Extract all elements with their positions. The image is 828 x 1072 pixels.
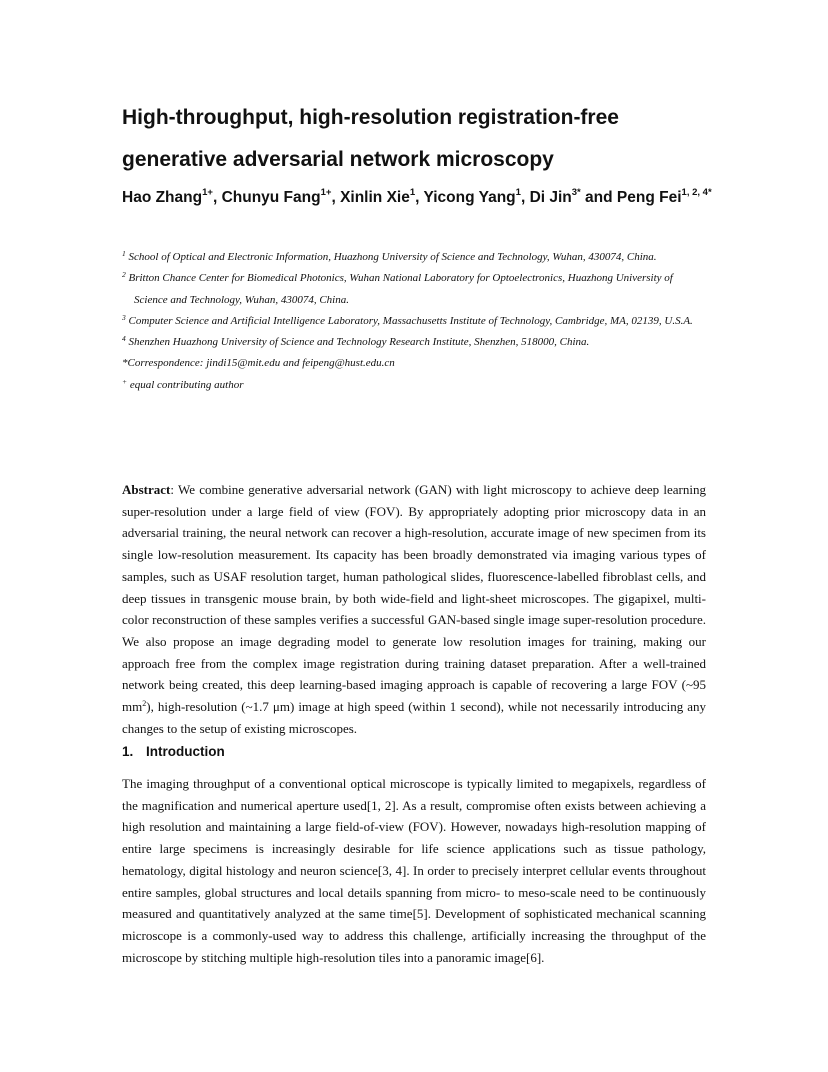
author-affiliation-mark: 1 — [409, 187, 416, 198]
author-separator: and — [580, 189, 617, 206]
affiliation-mark: 2 — [122, 270, 126, 280]
author-affiliation-mark: 3* — [571, 187, 581, 198]
title-line-2: generative adversarial network microscopy — [122, 148, 554, 171]
correspondence-note — [122, 353, 702, 374]
author-separator: , — [520, 189, 530, 206]
author-separator: , — [415, 189, 424, 206]
affiliation-mark: 1 — [122, 249, 126, 258]
author-name: Peng Fei — [616, 189, 682, 206]
paper-title — [122, 97, 722, 181]
author-separator: , — [212, 189, 222, 206]
affiliation-list — [122, 247, 702, 396]
affiliation-mark: 4 — [122, 334, 126, 344]
abstract — [122, 479, 706, 739]
author-name: Chunyu Fang — [221, 189, 321, 206]
affiliation-text: Computer Science and Artificial Intelligence Laboratory, Massachusetts Institute of Technology, Cambridge, MA, 02139, U.S.A. — [125, 314, 693, 327]
affiliation-text: Britton Chance Center for Biomedical Photonics, Wuhan National Laboratory for Optoelectronics, Huazhong University of Science and Technology, Wuhan, 430074, China. — [125, 272, 673, 306]
author-affiliation-mark: 1+ — [202, 187, 213, 198]
author-affiliation-mark: 1+ — [320, 187, 332, 198]
equal-contribution-mark: + — [122, 376, 128, 386]
affiliation-text: Shenzhen Huazhong University of Science and Technology Research Institute, Shenzhen, 518000, China. — [125, 336, 590, 349]
affiliation-item — [122, 332, 702, 353]
abstract-text: : We combine generative adversarial network (GAN) with light microscopy to achieve deep learning super-resolution under a large field of view (FOV). By appropriately adopting prior microscopy data in an adversarial training, the neural network can recover a high-resolution, accurate image of new specimen from its single low-resolution measurement. Its capacity has been broadly demonstrated via imaging various types of samples, such as USAF resolution target, human pathological slides, fluorescence-labelled fibroblast cells, and deep tissues in transgenic mouse brain, by both wide-field and light-sheet microscopes. The gigapixel, multi-color reconstruction of these samples verifies a successful GAN-based single image super-resolution procedure. We also propose an image degrading model to generate low resolution images for training, making our approach free from the complex image registration during training dataset preparation. After a well-trained network being created, this deep learning-based imaging approach is capable of recovering a large FOV (~95 mm — [122, 482, 706, 715]
author-affiliation-mark: 1 — [515, 187, 521, 198]
affiliation-item — [122, 247, 702, 268]
affiliation-mark: 3 — [122, 312, 126, 322]
affiliation-text: School of Optical and Electronic Information, Huazhong University of Science and Technology, Wuhan, 430074, China. — [125, 251, 657, 263]
abstract-superscript: 2 — [142, 699, 147, 709]
author-name: Xinlin Xie — [340, 189, 410, 206]
affiliation-item — [122, 268, 702, 311]
author-separator: , — [331, 189, 341, 206]
section-number: 1. — [122, 744, 134, 759]
equal-contribution-note — [122, 375, 702, 396]
author-list — [122, 182, 712, 214]
author-name: Yicong Yang — [423, 189, 516, 206]
section-title: Introduction — [146, 744, 225, 759]
abstract-label: Abstract — [122, 482, 171, 497]
correspondence-text: *Correspondence: jindi15@mit.edu and feipeng@hust.edu.cn — [122, 357, 395, 370]
equal-contribution-text: equal contributing author — [127, 378, 244, 391]
author-name: Hao Zhang — [122, 189, 203, 206]
introduction-paragraph: The imaging throughput of a conventional optical microscope is typically limited to megapixels, regardless of the magnification and numerical aperture used[1, 2]. As a result, compromise often exists between achieving a high resolution and maintaining a large field-of-view (FOV). However, nowadays high-resolution mapping of entire large specimens is increasingly desirable for life science applications such as tissue pathology, hematology, digital histology and neuron science[3, 4]. In order to precisely interpret cellular events throughout entire samples, global structures and local details spanning from micro- to meso-scale need to be continuously measured and quantitatively analyzed at the same time[5]. Development of sophisticated mechanical scanning microscope is a commonly-used way to address this challenge, artificially increasing the throughput of the microscope by stitching multiple high-resolution tiles into a panoramic image[6]. — [122, 776, 706, 965]
author-name: Di Jin — [529, 189, 572, 206]
affiliation-item — [122, 311, 702, 332]
title-line-1: High-throughput, high-resolution registration-free — [122, 106, 619, 129]
section-heading-introduction — [122, 741, 225, 763]
author-affiliation-mark: 1, 2, 4* — [681, 187, 712, 198]
abstract-text-continued: ), high-resolution (~1.7 μm) image at high speed (within 1 second), while not necessarily introducing any changes to the setup of existing microscopes. — [122, 699, 706, 736]
